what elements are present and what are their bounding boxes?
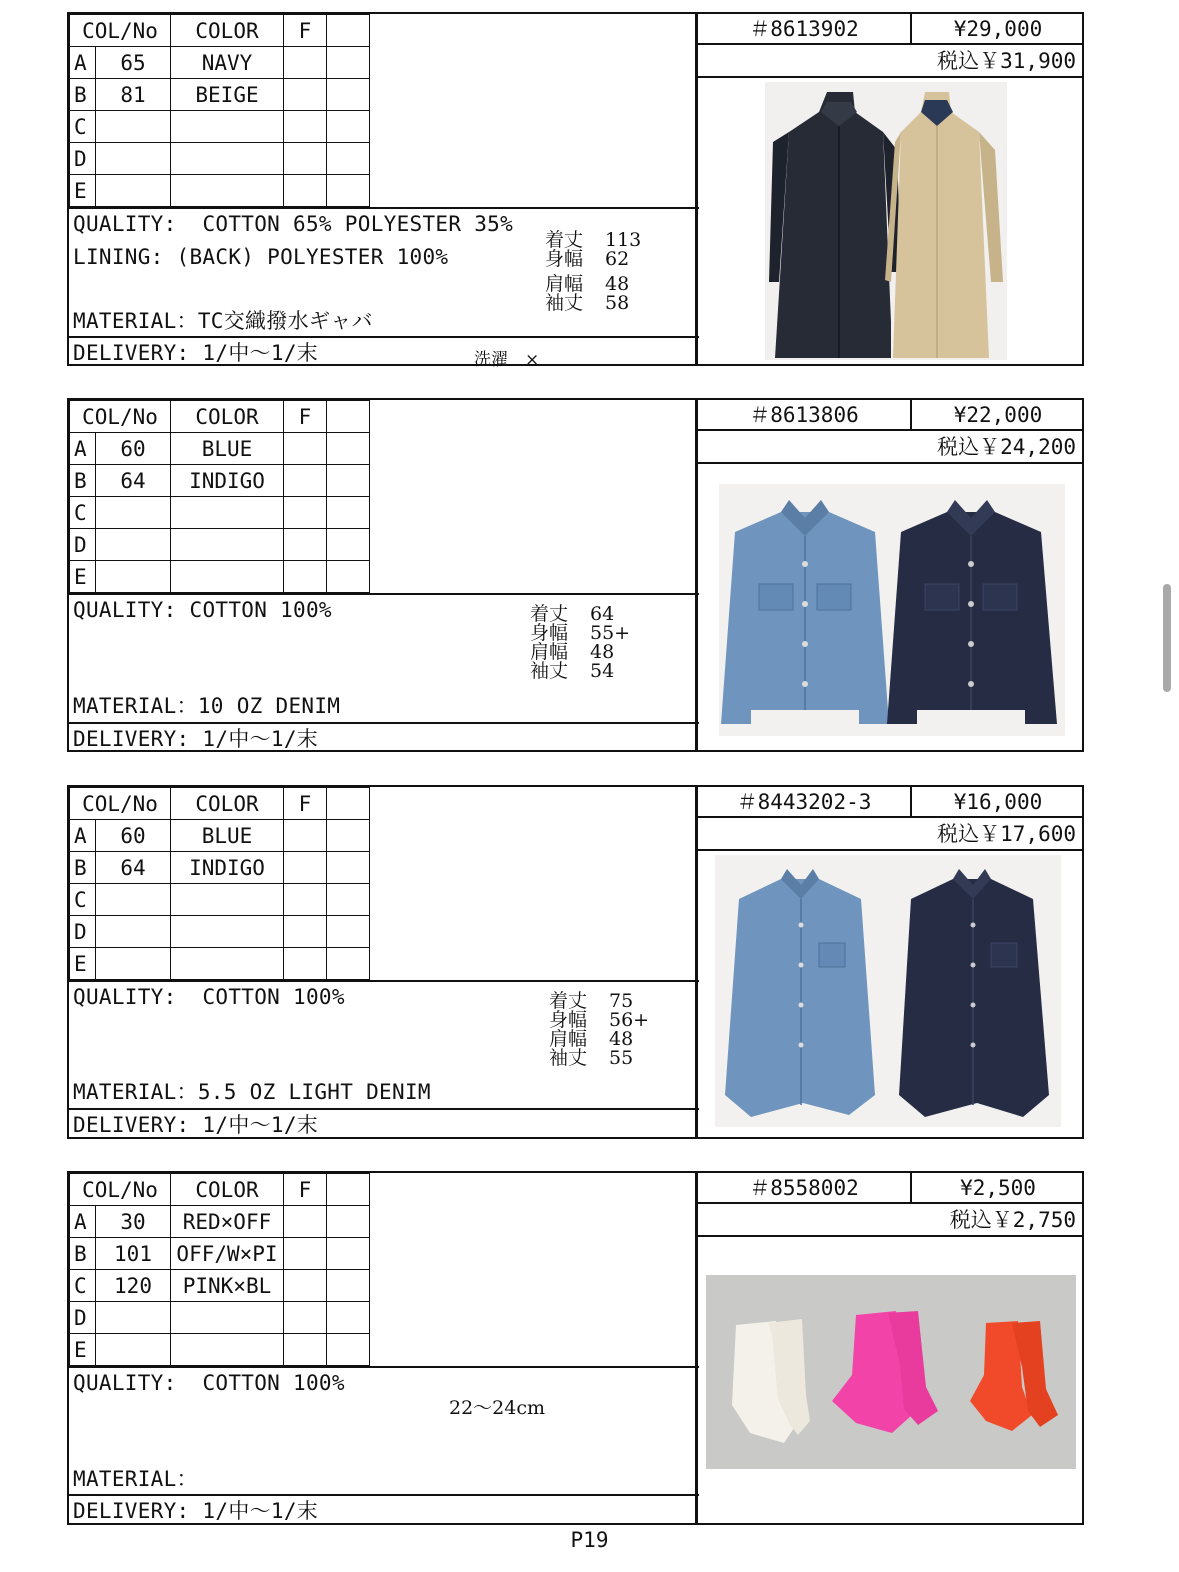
divider	[69, 207, 699, 209]
tax-included-price: 税込￥24,200	[698, 431, 1084, 464]
color-table-header	[70, 401, 370, 433]
tax-included-price: 税込￥17,600	[698, 818, 1084, 851]
size-row: 着丈 113	[545, 229, 642, 251]
delivery-line: DELIVERY: 1/中～1/末	[73, 341, 319, 365]
coat-photo-illustration	[765, 82, 1007, 360]
product-price: ¥2,500	[912, 1173, 1084, 1204]
quality-label: QUALITY:	[73, 985, 177, 1009]
sock-size: 22～24cm	[449, 1397, 546, 1419]
table-row: D	[70, 916, 370, 948]
price-panel	[696, 12, 1084, 366]
lining-line: LINING: (BACK) POLYESTER 100%	[73, 245, 449, 269]
socks-photo-illustration	[706, 1275, 1076, 1469]
page-number: P19	[570, 1528, 609, 1552]
wash-note: 洗濯 ×	[474, 350, 540, 370]
table-row: A 60 BLUE	[70, 433, 370, 465]
spec-panel	[67, 785, 697, 1139]
quality-value: COTTON 65% POLYESTER 35%	[202, 212, 514, 236]
size-row: 肩幅 48	[530, 641, 615, 663]
product-price: ¥29,000	[912, 14, 1084, 45]
size-chart	[530, 605, 630, 681]
product-block-8443202-3	[67, 785, 1084, 1141]
size-row: 身幅 55+	[530, 622, 631, 644]
material-value: 5.5 OZ LIGHT DENIM	[197, 1080, 431, 1104]
product-photo	[765, 82, 1007, 360]
tax-included-price: 税込￥31,900	[698, 45, 1084, 78]
material-line	[73, 1466, 198, 1492]
size-chart	[545, 231, 641, 313]
delivery-line: DELIVERY: 1/中～1/末	[73, 1113, 319, 1137]
delivery-line: DELIVERY: 1/中～1/末	[73, 727, 319, 751]
material-line	[73, 308, 373, 334]
quality-label: QUALITY:	[73, 212, 177, 236]
product-block-8613902	[67, 12, 1084, 368]
denim-jacket-photo-illustration	[719, 484, 1065, 736]
table-row: D	[70, 529, 370, 561]
table-row: C 120 PINK×BL	[70, 1270, 370, 1302]
extra-header	[327, 1174, 370, 1206]
divider	[69, 336, 699, 338]
divider	[69, 593, 699, 595]
material-line	[73, 693, 340, 719]
table-row: D	[70, 1302, 370, 1334]
table-row: A 30 RED×OFF	[70, 1206, 370, 1238]
product-photo	[719, 484, 1065, 736]
color-header: COLOR	[171, 401, 284, 433]
material-line	[73, 1079, 431, 1105]
table-row: C	[70, 111, 370, 143]
table-row: E	[70, 561, 370, 593]
size-chart	[549, 992, 649, 1068]
table-row: E	[70, 948, 370, 980]
color-table-header	[70, 15, 370, 47]
spec-panel	[67, 1171, 697, 1525]
product-code: ＃8558002	[698, 1173, 912, 1204]
divider	[69, 980, 699, 982]
table-row: E	[70, 175, 370, 207]
divider	[69, 1108, 699, 1110]
color-header: COLOR	[171, 788, 284, 820]
quality-value: COTTON 100%	[189, 598, 332, 622]
col-no-header: COL/No	[70, 788, 171, 820]
size-row: 身幅 62	[545, 248, 630, 270]
product-price: ¥22,000	[912, 400, 1084, 431]
color-table	[69, 1173, 370, 1366]
material-label: MATERIAL：	[73, 1080, 198, 1104]
color-table	[69, 787, 370, 980]
table-row: B 64 INDIGO	[70, 852, 370, 884]
size-row: 袖丈 58	[545, 292, 630, 314]
denim-shirt-photo-illustration	[715, 855, 1061, 1127]
material-label: MATERIAL：	[73, 694, 198, 718]
f-header: F	[284, 1174, 327, 1206]
table-row: B 81 BEIGE	[70, 79, 370, 111]
extra-header	[327, 788, 370, 820]
table-row: E	[70, 1334, 370, 1366]
product-block-8558002	[67, 1171, 1084, 1527]
price-panel	[696, 1171, 1084, 1525]
tax-included-price: 税込￥2,750	[698, 1204, 1084, 1237]
material-label: MATERIAL：	[73, 1467, 198, 1491]
color-header: COLOR	[171, 15, 284, 47]
size-row: 身幅 56+	[549, 1009, 650, 1031]
quality-label: QUALITY:	[73, 598, 177, 622]
color-table-header	[70, 788, 370, 820]
scrollbar-thumb[interactable]	[1163, 584, 1171, 692]
spec-panel	[67, 398, 697, 752]
product-code: ＃8613902	[698, 14, 912, 45]
extra-header	[327, 15, 370, 47]
table-row: A 60 BLUE	[70, 820, 370, 852]
product-photo	[706, 1275, 1076, 1469]
extra-header	[327, 401, 370, 433]
quality-line	[73, 597, 332, 623]
product-code: ＃8613806	[698, 400, 912, 431]
price-panel	[696, 398, 1084, 752]
col-no-header: COL/No	[70, 401, 171, 433]
size-row: 着丈 64	[530, 603, 615, 625]
table-row: B 101 OFF/W×PI	[70, 1238, 370, 1270]
quality-line	[73, 984, 345, 1010]
product-photo	[715, 855, 1061, 1127]
material-value: 10 OZ DENIM	[197, 694, 341, 718]
size-row: 袖丈 55	[549, 1047, 634, 1069]
col-no-header: COL/No	[70, 15, 171, 47]
color-header: COLOR	[171, 1174, 284, 1206]
size-row: 肩幅 48	[545, 273, 630, 295]
color-table	[69, 400, 370, 593]
table-row: A 65 NAVY	[70, 47, 370, 79]
quality-line	[73, 1370, 345, 1396]
divider	[69, 1494, 699, 1496]
col-no-header: COL/No	[70, 1174, 171, 1206]
table-row: B 64 INDIGO	[70, 465, 370, 497]
table-row: C	[70, 497, 370, 529]
f-header: F	[284, 788, 327, 820]
quality-value: COTTON 100%	[202, 985, 345, 1009]
divider	[69, 722, 699, 724]
quality-label: QUALITY:	[73, 1371, 177, 1395]
color-table	[69, 14, 370, 207]
delivery-line: DELIVERY: 1/中～1/末	[73, 1499, 319, 1523]
size-row: 肩幅 48	[549, 1028, 634, 1050]
material-label: MATERIAL：	[73, 309, 198, 333]
product-code: ＃8443202-3	[698, 787, 912, 818]
price-panel	[696, 785, 1084, 1139]
f-header: F	[284, 15, 327, 47]
product-block-8613806	[67, 398, 1084, 754]
quality-line	[73, 211, 513, 237]
table-row: D	[70, 143, 370, 175]
size-row: 袖丈 54	[530, 660, 615, 682]
table-row: C	[70, 884, 370, 916]
color-table-header	[70, 1174, 370, 1206]
size-row: 着丈 75	[549, 990, 634, 1012]
spec-panel	[67, 12, 697, 370]
f-header: F	[284, 401, 327, 433]
divider	[69, 1366, 699, 1368]
quality-value: COTTON 100%	[202, 1371, 345, 1395]
product-price: ¥16,000	[912, 787, 1084, 818]
material-value: TC交織撥水ギャバ	[197, 309, 373, 333]
